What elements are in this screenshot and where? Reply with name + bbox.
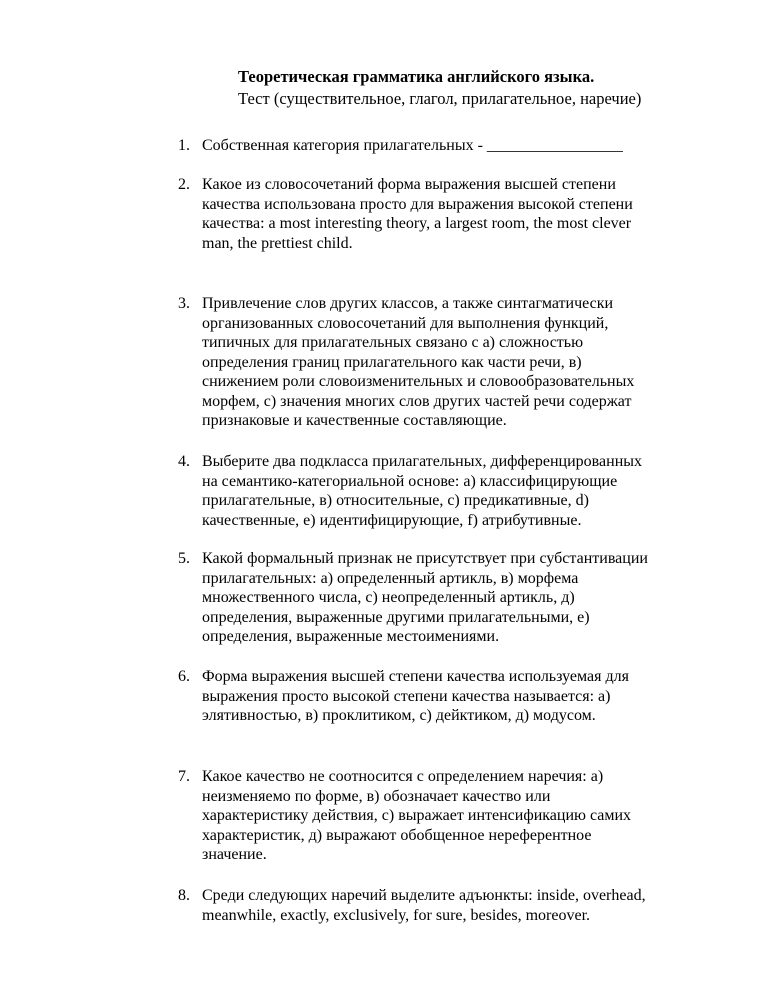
question-text-line: Привлечение слов других классов, а также синтагматически — [202, 295, 614, 312]
question-text — [202, 767, 718, 865]
question-text-line: Какое качество не соотносится с определением наречия: а) — [202, 768, 604, 785]
question-number: 8. — [178, 887, 190, 904]
question-number: 2. — [178, 176, 190, 193]
question-text-line: определения границ прилагательного как части речи, в) — [202, 353, 582, 371]
question-number: 1. — [178, 137, 190, 154]
question-text-line: неизменяемо по форме, в) обозначает качество или — [202, 787, 551, 805]
question-item — [178, 549, 718, 647]
question-item — [178, 767, 718, 865]
question-number: 6. — [178, 668, 190, 685]
question-number: 7. — [178, 768, 190, 785]
question-text-line: организованных словосочетаний для выполнения функций, — [202, 314, 609, 332]
question-text-line: на семантико-категориальной основе: а) классифицирующие — [202, 472, 618, 490]
question-text-line: man, the prettiest child. — [202, 234, 353, 252]
question-item — [178, 136, 718, 156]
question-text-line: meanwhile, exactly, exclusively, for sure, besides, moreover. — [202, 906, 591, 924]
question-text-line: Среди следующих наречий выделите адъюнкты: inside, overhead, — [202, 887, 646, 904]
question-number: 3. — [178, 295, 190, 312]
question-text — [202, 549, 718, 647]
question-text-line: характеристик, д) выражают обобщенное нереферентное — [202, 826, 592, 844]
question-text-line: определения, выраженные местоимениями. — [202, 628, 500, 645]
question-text-line: прилагательных: а) определенный артикль, в) морфема — [202, 569, 579, 587]
question-text — [202, 667, 718, 726]
question-text — [202, 294, 718, 431]
question-text-line: типичных для прилагательных связано с а) сложностью — [202, 334, 584, 351]
question-text-line: Выберите два подкласса прилагательных, дифференцированных — [202, 453, 642, 470]
question-number: 4. — [178, 453, 190, 470]
document-title: Теоретическая грамматика английского языка. — [238, 67, 595, 86]
question-text-line: значение. — [202, 846, 267, 863]
question-text — [202, 452, 718, 530]
question-text-line: качества: a most interesting theory, a largest room, the most clever — [202, 215, 632, 232]
question-text-line: прилагательные, в) относительные, с) предикативные, d) — [202, 492, 589, 509]
question-item — [178, 667, 718, 726]
question-text-line: Какой формальный признак не присутствует при субстантивации — [202, 550, 648, 567]
question-item — [178, 294, 718, 431]
question-text-line: элятивностью, в) проклитиком, с) дейктиком, д) модусом. — [202, 707, 596, 724]
question-text-line: качества использована просто для выражения высокой степени — [202, 195, 633, 213]
question-text — [202, 886, 718, 925]
question-text-line: Форма выражения высшей степени качества используемая для — [202, 668, 629, 685]
question-item — [178, 175, 718, 253]
question-text-line: Собственная категория прилагательных - _________________ — [202, 137, 623, 154]
question-text-line: признаковые и качественные составляющие. — [202, 412, 507, 429]
question-text-line: снижением роли словоизменительных и словообразовательных — [202, 373, 635, 390]
question-item — [178, 886, 718, 925]
question-text-line: множественного числа, с) неопределенный артикль, д) — [202, 589, 575, 606]
question-number: 5. — [178, 550, 190, 567]
question-text-line: определения, выраженные другими прилагательными, е) — [202, 608, 590, 626]
question-text — [202, 136, 718, 156]
question-text-line: качественные, е) идентифицирующие, f) атрибутивные. — [202, 511, 582, 529]
question-text-line: морфем, с) значения многих слов других частей речи содержат — [202, 392, 632, 410]
document-subtitle: Тест (существительное, глагол, прилагательное, наречие) — [238, 89, 642, 108]
question-item — [178, 452, 718, 530]
question-text-line: Какое из словосочетаний форма выражения высшей степени — [202, 176, 616, 193]
question-text-line: выражения просто высокой степени качества называется: а) — [202, 687, 611, 705]
question-text-line: характеристику действия, с) выражает интенсификацию самих — [202, 807, 632, 824]
question-text — [202, 175, 718, 253]
